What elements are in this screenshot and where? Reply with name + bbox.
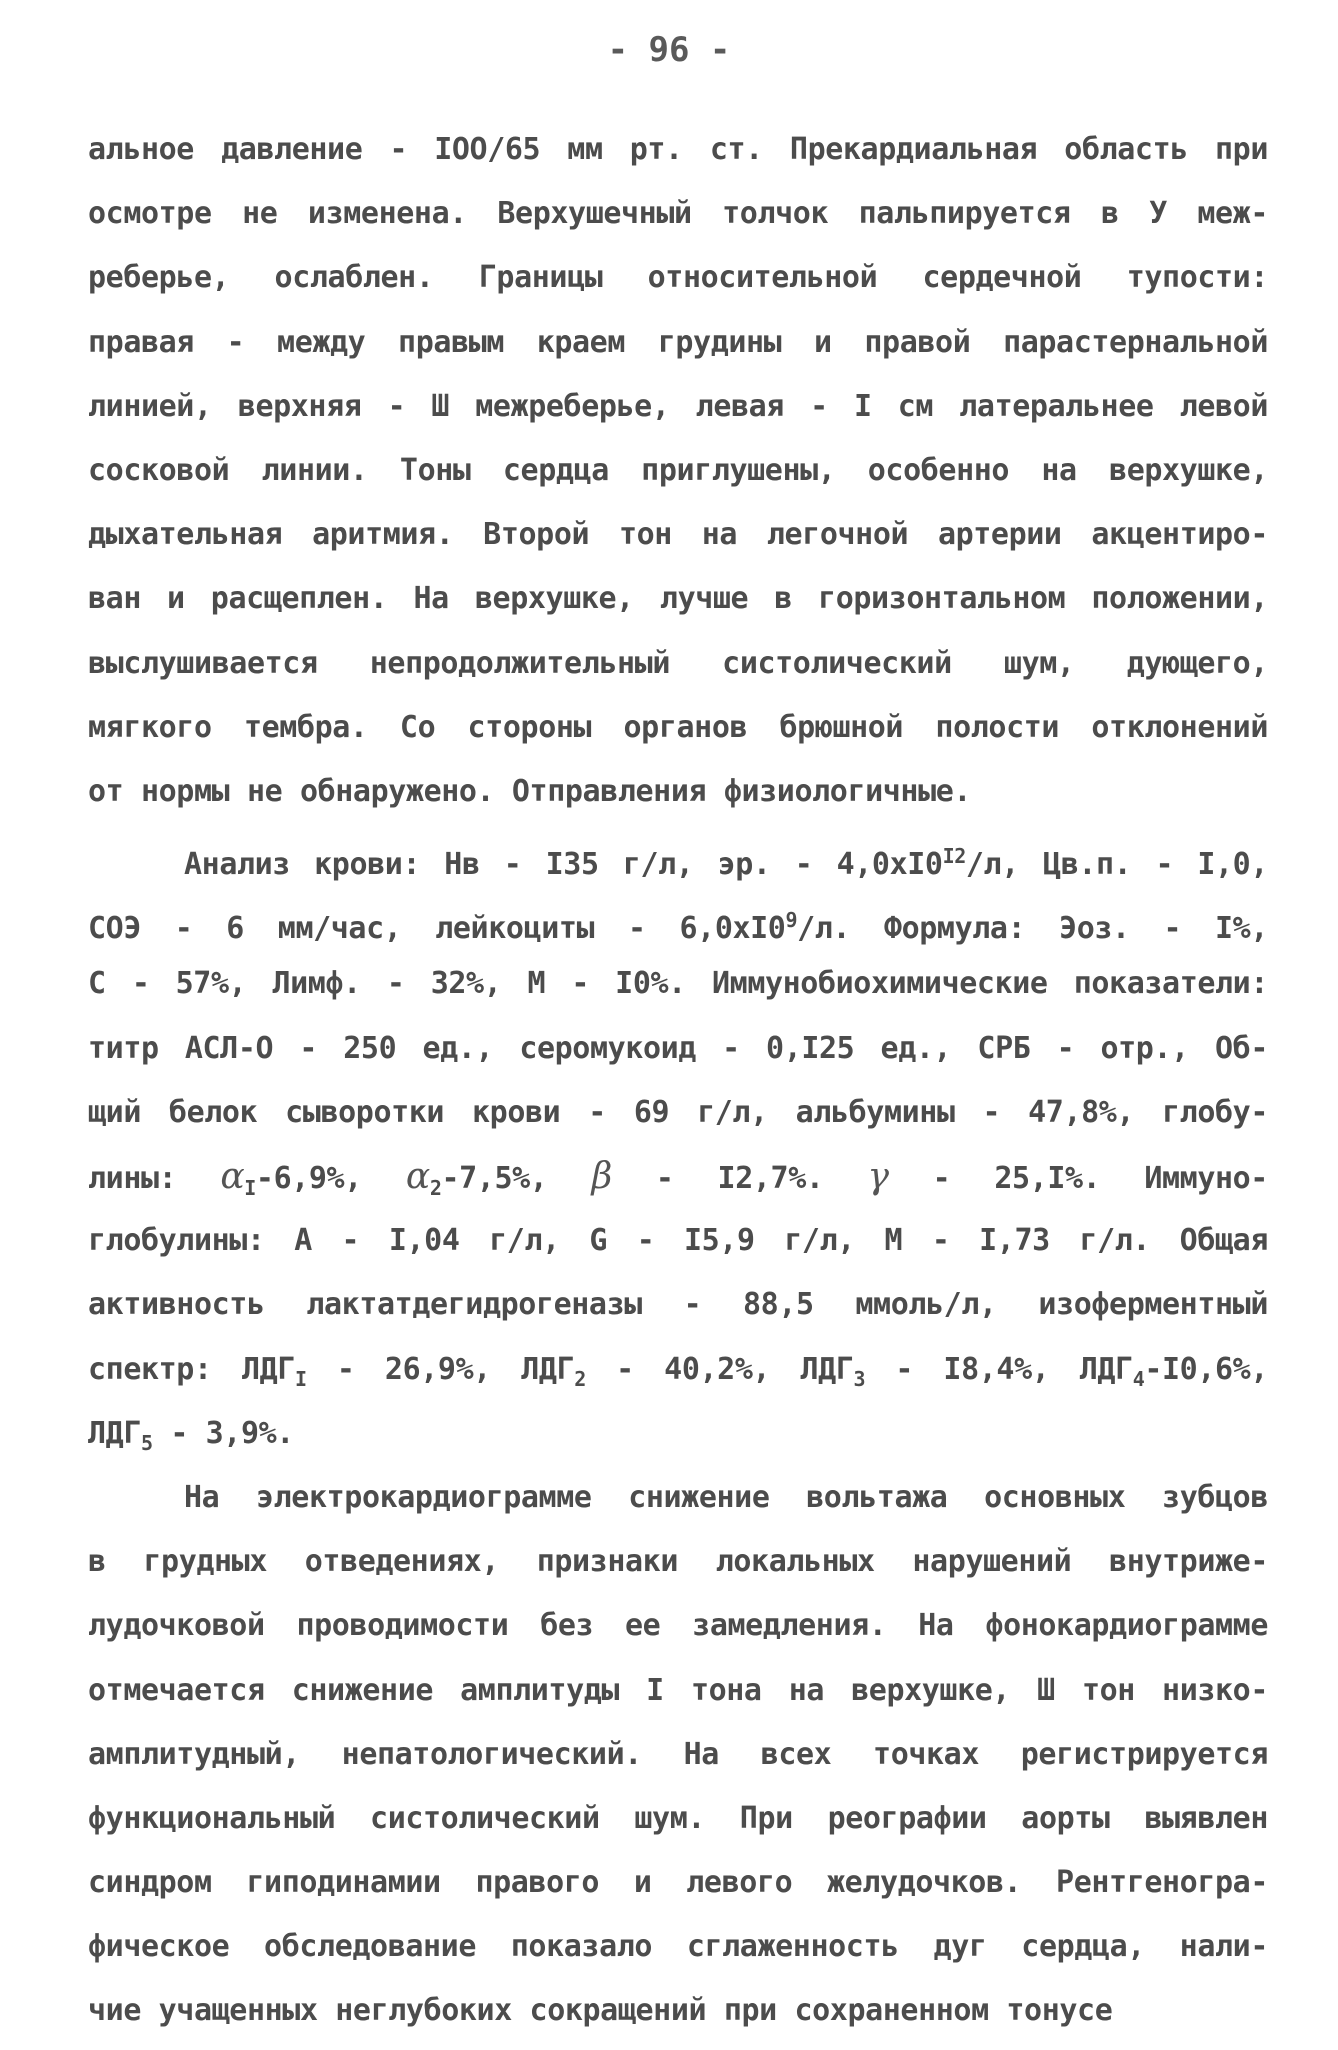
subscript: 2 [429, 1176, 442, 1200]
blood-analysis-line: щий белок сыворотки крови - 69 г/л, альбумины - 47,8%, глобу- [88, 1094, 1268, 1130]
ecg-line: чие учащенных неглубоких сокращений при сохраненном тонусе [88, 1993, 1113, 2029]
text-fragment: -6,9%, [255, 1161, 406, 1196]
text-line: реберье, ослаблен. Границы относительной сердечной тупости: [88, 260, 1268, 296]
page-number: - 96 - [607, 30, 731, 70]
subscript: 4 [1132, 1366, 1145, 1391]
text-line: альное давление - IOO/65 мм рт. ст. Прекардиальная область при [88, 132, 1268, 167]
ecg-line: На электрокардиограмме снижение вольтажа основных зубцов [184, 1479, 1268, 1515]
subscript: I [244, 1176, 256, 1200]
blood-analysis-line [88, 888, 1268, 952]
text-line: мягкого тембра. Со стороны органов брюшной полости отклонений [88, 709, 1268, 745]
text-line: линией, верхняя - Ш межреберье, левая - I см латеральнее левой [88, 388, 1268, 424]
blood-analysis-line: титр АСЛ-О - 250 ед., серомукоид - 0,I25 ед., СРБ - отр., Об- [88, 1030, 1268, 1066]
text-line: дыхательная аритмия. Второй тон на легочной артерии акцентиро- [88, 517, 1268, 553]
text-fragment: -7,5%, [441, 1161, 592, 1196]
blood-analysis-line: глобулины: А - I,04 г/л, G - I5,9 г/л, М - I,73 г/л. Общая [88, 1223, 1268, 1259]
ecg-line: лудочковой проводимости без ее замедления. На фонокардиограмме [88, 1608, 1268, 1644]
ecg-line: фическое обследование показало сглаженность дуг сердца, нали- [88, 1929, 1268, 1965]
subscript: 5 [141, 1430, 153, 1455]
text-fragment: - I8,4%, ЛДГ [865, 1351, 1133, 1387]
text-line: правая - между правым краем грудины и правой парастернальной [88, 324, 1268, 360]
subscript: 2 [574, 1366, 586, 1391]
text-fragment: - 25,I%. Иммуно- [888, 1161, 1268, 1196]
document-body [88, 118, 1268, 2044]
text-fragment: СОЭ - 6 мм/час, лейкоциты - 6,0xI0 [88, 911, 786, 947]
text-line: выслушивается непродолжительный систолический шум, дующего, [88, 645, 1268, 681]
ldh-spectrum-line [88, 1338, 1268, 1402]
text-fragment: - 3,9%. [152, 1415, 294, 1451]
ecg-line: функциональный систолический шум. При реографии аорты выявлен [88, 1800, 1268, 1836]
text-fragment: - 40,2%, ЛДГ [585, 1351, 854, 1387]
text-fragment: Анализ крови: Нв - I35 г/л, эр. - 4,0xI0 [184, 847, 943, 883]
ecg-line: амплитудный, непатологический. На всех точках регистрируется [88, 1736, 1268, 1772]
blood-analysis-line: активность лактатдегидрогеназы - 88,5 ммоль/л, изоферментный [88, 1287, 1268, 1323]
globulin-fractions-line [88, 1145, 1268, 1209]
text-fragment: /л. Формула: Эоз. - I%, [797, 911, 1268, 947]
ecg-line: синдром гиподинамии правого и левого желудочков. Рентгеногра- [88, 1865, 1268, 1901]
ldh-spectrum-line [88, 1402, 1268, 1466]
text-fragment: ЛДГ [88, 1415, 141, 1451]
text-line: осмотре не изменена. Верхушечный толчок пальпируется в У меж- [88, 196, 1268, 232]
subscript: I [294, 1366, 307, 1391]
text-fragment: спектр: ЛДГ [88, 1351, 295, 1387]
ecg-line: отмечается снижение амплитуды I тона на верхушке, Ш тон низко- [88, 1672, 1268, 1708]
ecg-line: в грудных отведениях, признаки локальных нарушений внутриже- [88, 1544, 1268, 1580]
alpha-symbol: α [220, 1156, 245, 1197]
text-fragment: /л, Цв.п. - I,0, [965, 847, 1268, 883]
superscript: I2 [942, 844, 966, 869]
text-fragment: - I2,7%. [611, 1161, 868, 1196]
alpha-symbol: α [405, 1156, 430, 1197]
beta-symbol: β [591, 1156, 612, 1197]
gamma-symbol: γ [867, 1156, 889, 1197]
text-fragment: -I0,6%, [1144, 1351, 1268, 1387]
blood-analysis-line: С - 57%, Лимф. - 32%, М - I0%. Иммунобиохимические показатели: [88, 966, 1268, 1002]
blood-analysis-line [88, 824, 1268, 888]
text-fragment: - 26,9%, ЛДГ [306, 1351, 575, 1387]
text-line: сосковой линии. Тоны сердца приглушены, особенно на верхушке, [88, 452, 1268, 488]
superscript: 9 [785, 908, 798, 933]
subscript: 3 [853, 1366, 866, 1391]
text-line: от нормы не обнаружено. Отправления физиологичные. [88, 773, 972, 809]
text-fragment: лины: [88, 1161, 221, 1196]
text-line: ван и расщеплен. На верхушке, лучше в горизонтальном положении, [88, 581, 1268, 617]
